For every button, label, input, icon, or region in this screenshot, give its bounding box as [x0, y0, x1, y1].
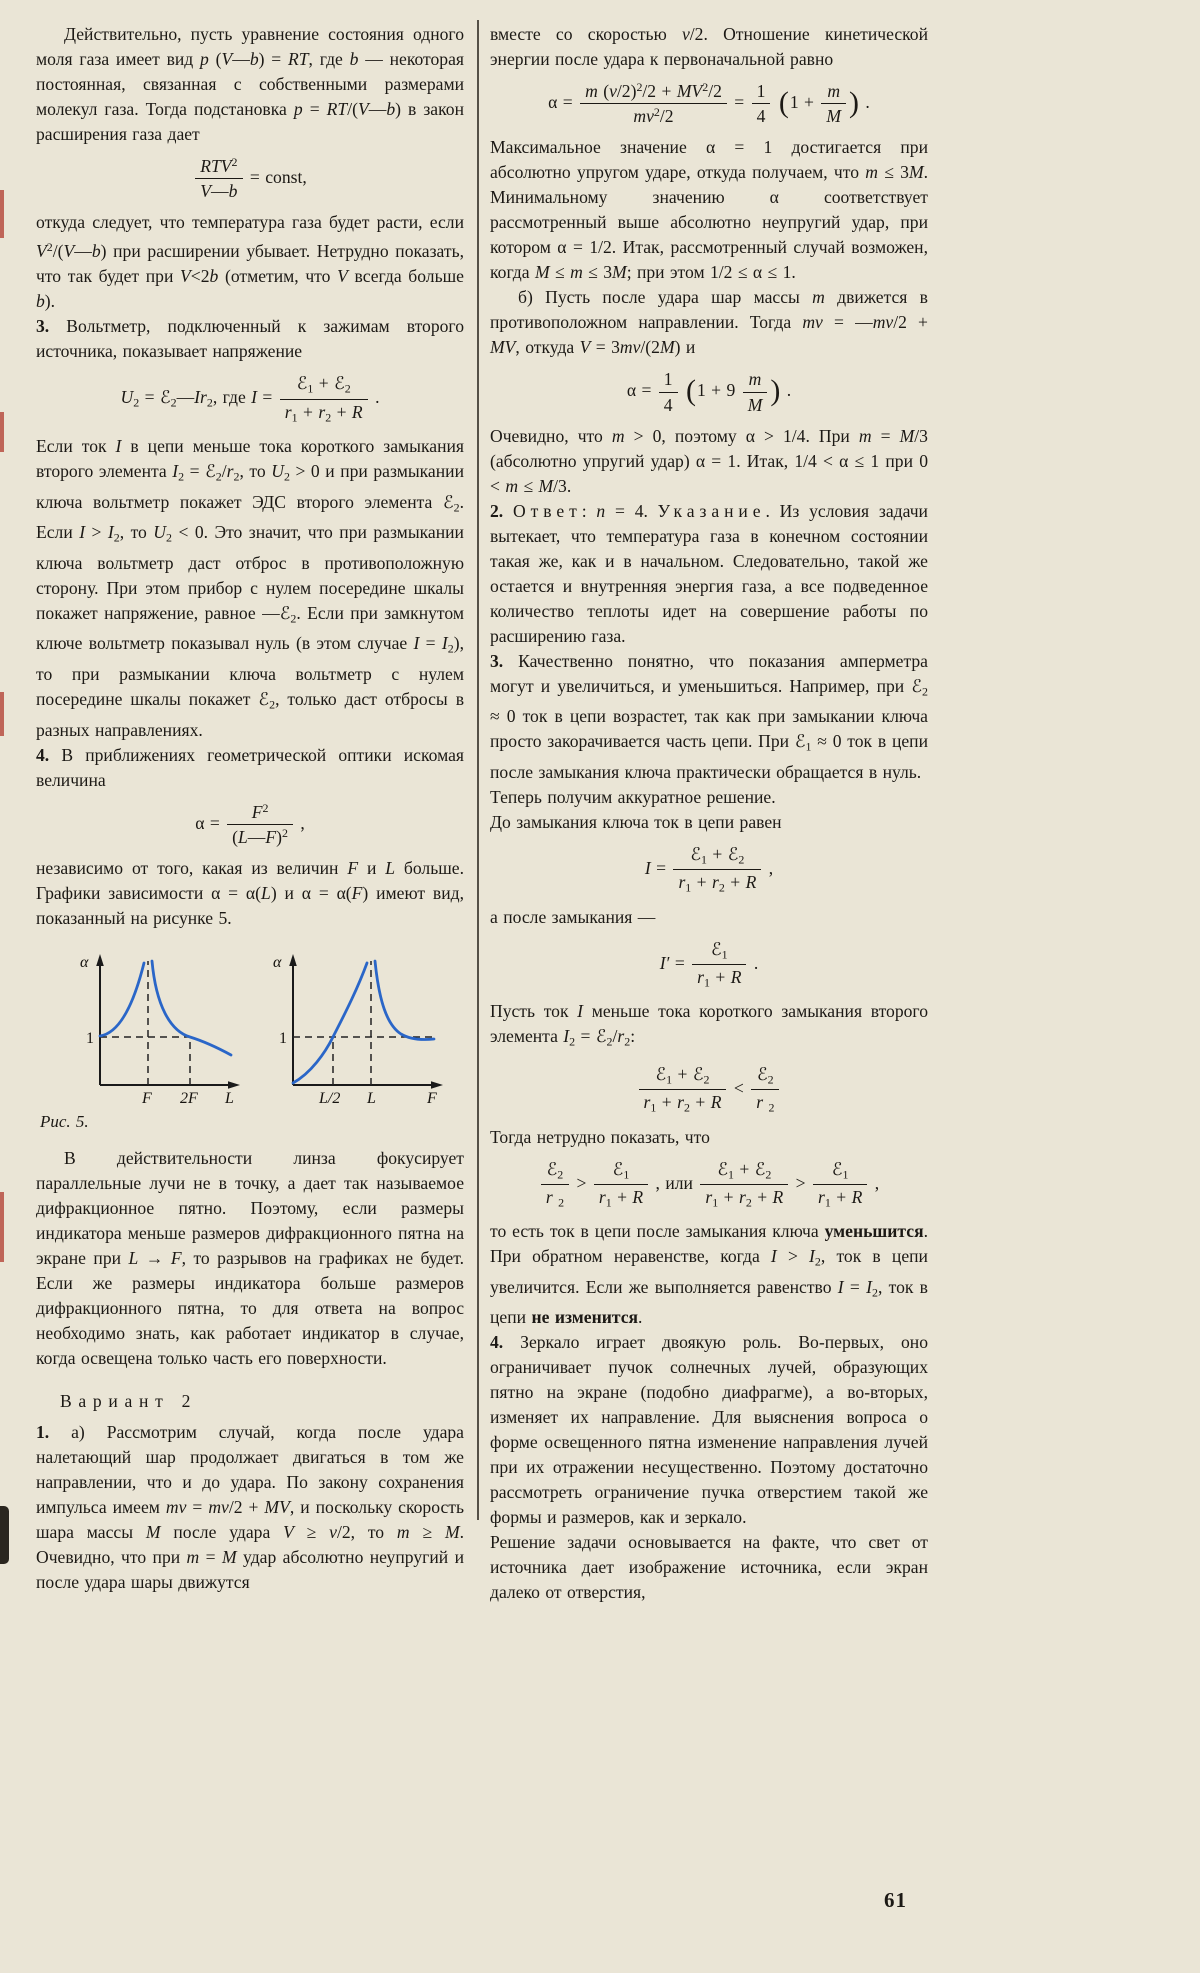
formula-alpha-optics: α = $\frac{F^2}{(L—F)^2}$ , [195, 800, 305, 847]
figure-caption: Рис. 5. [40, 1111, 89, 1131]
paragraph-item-4: 4. Зеркало играет двоякую роль. Во-первых, оно ограничивает пучок солнечных лучей, образующих пятно на экране (подобно диафрагме), а во-вторых, изменяет их направление. Для выяснения вопроса о форме освещенного пятна изменение направления лучей при их отражении несущественно. Поэтому достаточно рассмотреть ограничение пучка отверстием такой же формы и размеров, как и зеркало. [490, 1332, 928, 1528]
column-divider [477, 20, 479, 1520]
paragraph-item-1: 1. а) Рассмотрим случай, когда после удара налетающий шар продолжает двигаться в том же направлении, что и до удара. По закону сохранения импульса имеем mv = mv/2 + MV, и поскольку скорость шара массы M после удара V ≥ v/2, то m ≥ M. Очевидно, что при m = M удар абсолютно неупругий и после удара шары движутся [36, 1421, 464, 1592]
formula-inequality-1: $\frac{ℰ_1 + ℰ_2}{r_1 + r_2 + R}$ < $\frac{ℰ_2}{r _2}$ [490, 1064, 928, 1116]
tick-label-one: 1 [86, 1029, 94, 1047]
formula-kinetic-energy-ratio: α = $\frac{m (v/2)^2/2 + MV^2/2}{mv^2/2}$ = $\frac{1}{4}$ (1 + $\frac{m}{M}$ ) . [548, 80, 870, 127]
y-axis-arrow-icon [96, 954, 104, 966]
paragraph: Максимальное значение α = 1 достигается при абсолютно упругом ударе, откуда получаем, что m ≤ 3M. Минимальному значению α соответствует рассмотренный выше абсолютно неупругий удар, при котором α = 1/2. Итак, рассмотренный случай возможен, когда M ≤ m ≤ 3M; при этом 1/2 ≤ α ≤ 1. [490, 137, 928, 283]
graph-alpha-vs-L [70, 945, 245, 1107]
formula-gas-expansion: $\frac{RTV^2}{V—b}$ = const, [36, 156, 464, 201]
formula-current-after: I′ = $\frac{ℰ_1}{r_1 + R}$ . [659, 938, 759, 990]
paragraph: Действительно, пусть уравнение состояния одного моля газа имеет вид p (V—b) = RT, где b — некоторая постоянная, связанная с собственными размерами молекул газа. Тогда подстановка p = RT/(V—b) в закон расширения газа дает [36, 24, 464, 144]
curve-left-branch [293, 963, 367, 1083]
paragraph: Очевидно, что m > 0, поэтому α > 1/4. При m = M/3 (абсолютно упругий удар) α = 1. Итак, 1/4 < α ≤ 1 при 0 < m ≤ M/3. [490, 425, 928, 496]
paragraph: До замыкания ключа ток в цепи равен [490, 812, 782, 833]
paragraph: Теперь получим аккуратное решение. [490, 787, 776, 808]
curve-left-branch [100, 963, 144, 1036]
section-heading-variant-2: Вариант 2 [60, 1390, 198, 1411]
right-column [490, 22, 928, 1605]
formula-voltmeter: $U_2$ = $ℰ_2—Ir_2$, где I = $\frac{ℰ_1 + ℰ_2}{r_1 + r_2 + R}$ . [120, 373, 380, 425]
paragraph-item-3: 3. Вольтметр, подключенный к зажимам второго источника, показывает напряжение [36, 316, 464, 362]
scan-artifact [0, 190, 4, 238]
left-column [36, 22, 464, 1595]
paragraph: то есть ток в цепи после замыкания ключа уменьшится. При обратном неравенстве, когда $I > I_2$, ток в цепи увеличится. Если же выполняется равенство $I = I_2$, ток в цепи не изменится. [490, 1221, 928, 1328]
tick-label-one: 1 [279, 1029, 287, 1047]
paragraph: независимо от того, какая из величин F и L больше. Графики зависимости α = α(L) и α = α(F) имеют вид, показанный на рисунке 5. [36, 857, 464, 928]
scan-artifact [0, 1192, 4, 1262]
formula-alpha-opposite: α = $\frac{1}{4}$ (1 + 9 $\frac{m}{M}$ ) . [626, 369, 792, 415]
paragraph: Если ток I в цепи меньше тока короткого замыкания второго элемента $I_2$ = $ℰ_2/r_2$, то $U_2 > 0$ и при размыкании ключа вольтметр покажет ЭДС второго элемента ℰ$_2$. Если $I > I_2$, то $U_2 < 0$. Это значит, что при размыкании ключа вольтметр даст отброс в противоположную сторону. При этом прибор с нулем посередине шкалы покажет напряжение, равное —ℰ$_2$. Если при замкнутом ключе вольтметр показывал нуль (в этом случае $I = I_2$), то при размыкании ключа вольтметр с нулем посередине шкалы покажет ℰ$_2$, только даст отбросы в разных направлениях. [36, 436, 465, 740]
formula-inequality-2: $\frac{ℰ_2}{r _2}$ > $\frac{ℰ_1}{r_1 + R}$ , или $\frac{ℰ_1 + ℰ_2}{r_1 + r_2 + R}$ > $\frac{ℰ_1}{r_1 + R}$ , [490, 1159, 928, 1211]
scan-artifact [0, 692, 4, 736]
tick-label-F: F [142, 1089, 152, 1107]
y-axis-label: α [80, 953, 89, 971]
paragraph: Тогда нетрудно показать, что [490, 1126, 710, 1147]
paragraph: В действительности линза фокусирует параллельные лучи не в точку, а дает так называемое дифракционное пятно. Поэтому, если размеры индикатора меньше размеров дифракционного пятна на экране при L → F, то разрывов на графиках не будет. Если же размеры индикатора больше размеров дифракционного пятна, то для ответа на вопрос необходимо знать, как работает индикатор в случае, когда освещена только часть его поверхности. [36, 1147, 464, 1368]
curve-right-branch [152, 961, 231, 1055]
paragraph: а после замыкания — [490, 906, 656, 927]
y-axis-arrow-icon [289, 954, 297, 966]
paragraph-item-3: 3. Качественно понятно, что показания амперметра могут и увеличиться, и уменьшиться. Например, при ℰ$_2$ ≈ 0 ток в цепи возрастет, так как при замыкании ключа просто закорачивается часть цепи. При ℰ$_1$ ≈ 0 ток в цепи после замыкания ключа практически обращается в нуль. [490, 650, 929, 783]
scan-artifact [0, 412, 4, 452]
formula-current-before: I = $\frac{ℰ_1 + ℰ_2}{r_1 + r_2 + R}$ , [644, 844, 774, 895]
x-axis-arrow-icon [431, 1081, 443, 1089]
paragraph-item-b: б) Пусть после удара шар массы m движется в противоположном направлении. Тогда mv = —mv/2 + MV, откуда V = 3mv/(2M) и [490, 287, 928, 358]
tick-label-L: L [367, 1089, 376, 1107]
x-axis-label: F [427, 1089, 437, 1107]
scan-artifact [0, 1506, 9, 1564]
paragraph-item-4: 4. В приближениях геометрической оптики искомая величина [36, 744, 464, 790]
paragraph: Решение задачи основывается на факте, что свет от источника дает изображение источника, если экран далеко от отверстия, [490, 1532, 928, 1603]
graph-alpha-vs-F [263, 945, 448, 1107]
paragraph: Пусть ток I меньше тока короткого замыкания второго элемента $I_2$ = $ℰ_2/r_2$: [490, 1001, 929, 1049]
x-axis-arrow-icon [228, 1081, 240, 1089]
figure-5 [70, 945, 464, 1107]
paragraph: откуда следует, что температура газа будет расти, если $V^2/(V—b)$ при расширении убывает. Нетрудно показать, что так будет при V<2b (отметим, что V всегда больше b). [36, 212, 464, 312]
curve-right-branch [375, 961, 434, 1039]
tick-label-2F: 2F [180, 1089, 198, 1107]
page-number: 61 [884, 1888, 907, 1912]
x-axis-label: L [225, 1089, 234, 1107]
tick-label-L-half: L/2 [319, 1089, 341, 1107]
paragraph-item-2-answer: 2. Ответ: n = 4. Указание. Из условия задачи вытекает, что температура газа в конечном состоянии такая же, как и в начальном. Следовательно, такой же остается и внутренняя энергия газа, а все подведенное количество теплоты идет на совершение работы по расширению газа. [490, 500, 928, 646]
y-axis-label: α [273, 953, 282, 971]
paragraph: вместе со скоростью v/2. Отношение кинетической энергии после удара к первоначальной равно [490, 24, 929, 69]
